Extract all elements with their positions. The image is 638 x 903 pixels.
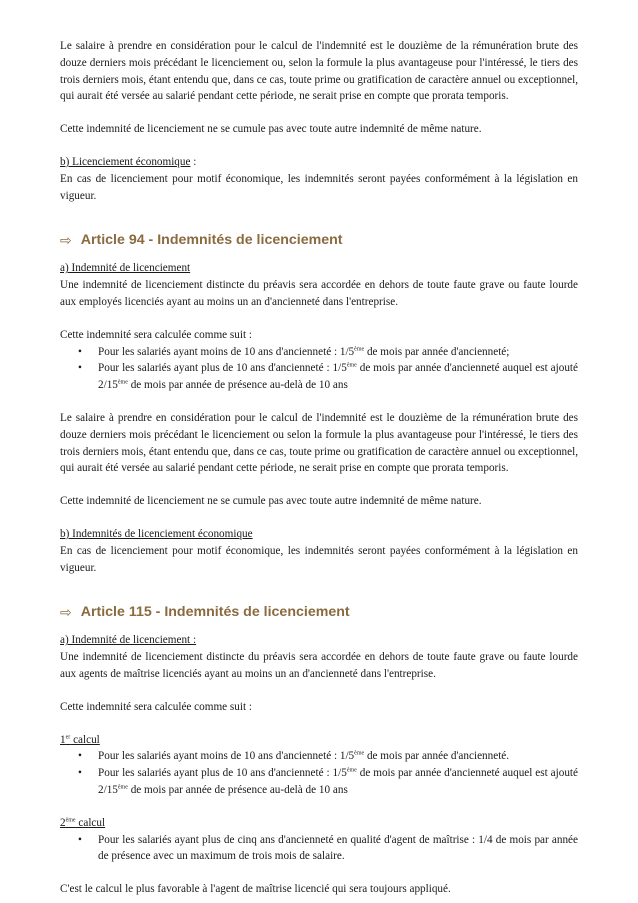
a94-a-text: Une indemnité de licenciement distincte du préavis sera accordée en dehors de toute faute grave ou faute lourde aux employés licenciés ayant au moins un an d'ancienneté dans l'entreprise. xyxy=(60,279,578,308)
a115-bullet-list-2 xyxy=(60,832,578,866)
a115-calc1-label: 1er calcul xyxy=(60,733,100,746)
bullet-icon: • xyxy=(78,345,82,358)
bullet-icon: • xyxy=(78,833,82,846)
right-arrow-icon: ⇨ xyxy=(60,232,72,249)
list-item: • Pour les salariés ayant plus de 10 ans d'ancienneté : 1/5ème de mois par année d'ancienneté auquel est ajouté 2/15ème de mois par année de présence au-delà de 10 ans xyxy=(78,767,578,796)
article-115-heading xyxy=(60,602,578,622)
a94-calc-intro: Cette indemnité sera calculée comme suit : xyxy=(60,328,252,341)
a115-calc2-label: 2ème calcul xyxy=(60,816,106,829)
a115-conclusion: C'est le calcul le plus favorable à l'agent de maîtrise licencié qui sera toujours appliqué. xyxy=(60,883,451,896)
intro-b-title-line xyxy=(60,154,578,171)
a115-a-text: Une indemnité de licenciement distincte du préavis sera accordée en dehors de toute faute grave ou faute lourde aux agents de maîtrise licenciés ayant au moins un an d'ancienneté dans l'entreprise. xyxy=(60,651,578,680)
a115-a-title: a) Indemnité de licenciement : xyxy=(60,634,197,647)
intro-b-text: En cas de licenciement pour motif économique, les indemnités seront payées conformément à la législation en vigueur. xyxy=(60,172,578,202)
a94-bullet-list xyxy=(60,344,578,394)
list-item: • Pour les salariés ayant plus de 10 ans d'ancienneté : 1/5ème de mois par année d'ancienneté auquel est ajouté 2/15ème de mois par année de présence au-delà de 10 ans xyxy=(78,362,578,392)
a94-b-text: En cas de licenciement pour motif économique, les indemnités seront payées conformément à la législation en vigueur. xyxy=(60,544,578,574)
list-item: • Pour les salariés ayant moins de 10 ans d'ancienneté : 1/5ème de mois par année d'ancienneté; xyxy=(60,344,578,361)
list-item: • Pour les salariés ayant plus de cinq ans d'ancienneté en qualité d'agent de maîtrise : 1/4 de mois par année de présence avec un maximum de trois mois de salaire. xyxy=(78,833,578,863)
a94-no-cumul: Cette indemnité de licenciement ne se cumule pas avec toute autre indemnité de même nature. xyxy=(60,495,482,508)
article-94-title: Article 94 - Indemnités de licenciement xyxy=(80,232,343,249)
right-arrow-icon: ⇨ xyxy=(60,604,72,621)
a94-b-title: b) Indemnités de licenciement économique xyxy=(60,527,253,540)
bullet-icon: • xyxy=(78,362,82,375)
a115-calc-intro: Cette indemnité sera calculée comme suit : xyxy=(60,700,252,713)
intro-b-title: b) Licenciement économique xyxy=(60,155,191,168)
list-item: • Pour les salariés ayant moins de 10 ans d'ancienneté : 1/5ème de mois par année d'ancienneté. xyxy=(60,748,578,765)
intro-b-colon: : xyxy=(190,155,197,168)
a115-bullet-list-1 xyxy=(60,748,578,798)
intro-salary-paragraph: Le salaire à prendre en considération pour le calcul de l'indemnité est le douzième de la rémunération brute des douze derniers mois précédant le licenciement ou, selon la formule la plus avantageuse pour l'intéressé, le tiers des trois derniers mois, étant entendu que, dans ce cas, toute prime ou gratification de caractère annuel ou exceptionnel, qui aurait été versée au salarié pendant cette période, ne serait prise en compte que prorata temporis. xyxy=(60,40,578,103)
a94-salary-paragraph: Le salaire à prendre en considération pour le calcul de l'indemnité est le douzième de la rémunération brute des douze derniers mois précédant le licenciement ou selon la formule la plus avantageuse pour l'intéressé, le tiers des trois derniers mois, étant entendu que, dans ce cas, toute prime ou gratification de caractère annuel ou exceptionnel, qui aurait été versée au salarié pendant cette période, ne serait prise en compte que prorata temporis. xyxy=(60,411,578,475)
article-115-title: Article 115 - Indemnités de licenciement xyxy=(80,604,350,621)
bullet-icon: • xyxy=(78,750,82,763)
article-94-heading xyxy=(60,230,578,250)
bullet-icon: • xyxy=(78,767,82,780)
intro-no-cumul: Cette indemnité de licenciement ne se cumule pas avec toute autre indemnité de même nature. xyxy=(60,123,482,136)
a94-a-title: a) Indemnité de licenciement xyxy=(60,262,191,275)
